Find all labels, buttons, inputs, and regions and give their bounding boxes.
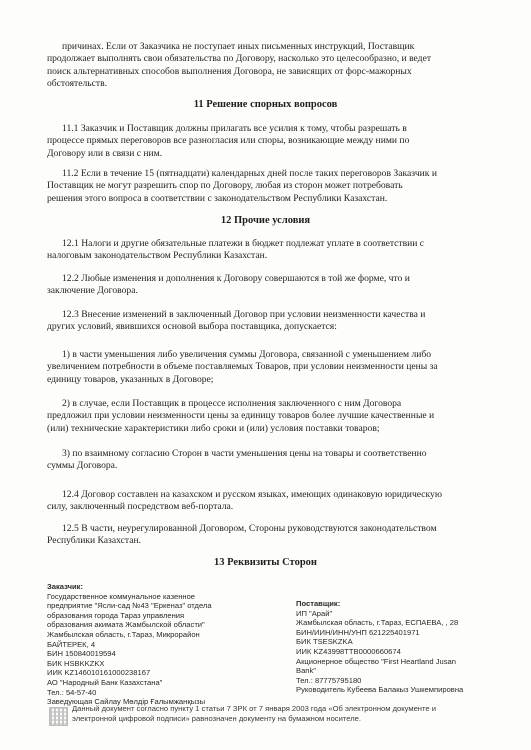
text-line: обстоятельств. xyxy=(47,78,108,90)
supplier-requisites xyxy=(296,599,521,695)
section-11-title: 11 Решение спорных вопросов xyxy=(193,99,338,110)
qr-code-icon xyxy=(49,707,68,726)
clause-12-2 xyxy=(47,273,487,298)
clause-12-3-item-2 xyxy=(47,398,487,435)
section-12-title: 12 Прочие условия xyxy=(220,215,311,226)
clause-11-2 xyxy=(47,168,487,205)
text-line: продолжает выполнять свои обязательства по Договору, насколько это целесообразно, и ведет xyxy=(47,53,432,65)
text-line: 12.1 Налоги и другие обязательные платежи в бюджет подлежат уплате в соответствии с xyxy=(62,238,425,249)
text-line: решения этого вопроса в соответствии с законодательством Республики Казахстан. xyxy=(47,192,388,204)
clause-12-1 xyxy=(47,238,487,263)
signatory-line: Заведующая Сайлау Мөлдір Ғалымжанқызы xyxy=(47,697,206,707)
customer-requisites xyxy=(47,582,287,707)
text-line: силу, заключенный посредством веб-портала. xyxy=(47,501,234,513)
text-line: 11.1 Заказчик и Поставщик должны прилагать все усилия к тому, чтобы разрешать в xyxy=(62,123,407,134)
customer-heading: Заказчик: xyxy=(47,582,83,591)
text-line: других условий, явившихся основой выбора поставщика, допускается: xyxy=(47,321,337,333)
text-line: 1) в части уменьшения либо увеличения суммы Договора, связанной с уменьшением либо xyxy=(62,349,432,360)
text-line: ИИК KZ43998TTB0000660674 xyxy=(296,646,401,656)
text-line: БИН 150840019594 xyxy=(47,649,116,659)
text-line: единицу товаров, указанных в Договоре; xyxy=(47,373,214,385)
text-line: электронной цифровой подписи» равнозначен документу на бумажном носителе. xyxy=(72,713,361,723)
text-line: 3) по взаимному согласию Сторон в части уменьшения цены на товары и соответственно xyxy=(62,448,427,459)
text-line: 12.3 Внесение изменений в заключенный Договор при условии неизменности качества и xyxy=(62,309,426,320)
clause-12-3 xyxy=(47,309,487,334)
intro-paragraph xyxy=(47,41,487,91)
clause-12-5 xyxy=(47,523,487,548)
text-line: Государственное коммунальное казенное xyxy=(47,591,196,601)
text-line: предложил при условии неизменности цены за единицу товаров более лучшие качественные и xyxy=(47,410,435,422)
text-line: БАЙТЕРЕК, 4 xyxy=(47,639,96,649)
clause-12-3-item-1 xyxy=(47,349,487,386)
text-line: предприятие "Ясли-сад №43 "Еркеназ" отдела xyxy=(47,601,212,611)
text-line: 12.4 Договор составлен на казахском и русском языках, имеющих одинаковую юридическую xyxy=(62,489,443,500)
text-line: заключение Договора. xyxy=(47,285,138,297)
text-line: БИН/ИИН/ИНН/УНП 621225401971 xyxy=(296,627,420,637)
text-line: Bank" xyxy=(296,666,317,676)
text-line: Жамбылская область, г.Тараз, Микрорайон xyxy=(47,629,200,639)
text-line: суммы Договора. xyxy=(47,460,118,472)
text-line: увеличением потребности в объеме поставляемых Товаров, при условии неизменности цены за xyxy=(47,361,438,373)
text-line: Тел.: 54-57-40 xyxy=(47,687,97,697)
text-line: Данный документ согласно пункту 1 статьи 7 ЗРК от 7 января 2003 года «Об электронном документе и xyxy=(72,704,436,713)
text-line: (или) технические характеристики либо сроки и (или) условия поставки товаров; xyxy=(47,422,380,434)
text-line: БИК TSESKZKA xyxy=(296,637,353,647)
section-13-title: 13 Реквизиты Сторон xyxy=(214,557,317,568)
text-line: образования акимата Жамбылской области" xyxy=(47,620,205,630)
text-line: причинах. Если от Заказчика не поступает иных письменных инструкций, Поставщик xyxy=(62,41,415,52)
text-line: 12.2 Любые изменения и дополнения к Договору совершаются в той же форме, что и xyxy=(62,273,410,284)
text-line: образования города Тараз управления xyxy=(47,610,185,620)
signatory-line: Руководитель Кубеева Балакыз Ушкемпировна xyxy=(296,685,464,695)
text-line: налоговым законодательством Республики Казахстан. xyxy=(47,250,268,262)
text-line: ИП "Арай" xyxy=(296,608,333,618)
text-line: Поставщик не могут разрешить спор по Договору, любая из сторон может потребовать xyxy=(47,180,403,192)
text-line: 2) в случае, если Поставщик в процессе исполнения заключенного с ним Договора xyxy=(62,398,402,409)
text-line: АО "Народный Банк Казахстана" xyxy=(47,677,163,687)
text-line: процессе прямых переговоров все разногласия или споры, возникающие между ними по xyxy=(47,135,410,147)
text-line: Акционерное общество "First Heartland Jusan xyxy=(296,656,456,666)
text-line: 12.5 В части, неурегулированной Договором, Стороны руководствуются законодательством xyxy=(62,523,437,534)
text-line: 11.2 Если в течение 15 (пятнадцати) календарных дней после таких переговоров Заказчик и xyxy=(62,168,437,179)
clause-11-1 xyxy=(47,123,487,160)
text-line: БИК HSBKKZKX xyxy=(47,658,105,668)
text-line: Тел.: 87775795180 xyxy=(296,675,362,685)
clause-12-4 xyxy=(47,489,487,514)
text-line: Жамбылская область, г.Тараз, ЕСПАЕВА, , 28 xyxy=(296,618,459,628)
e-document-footer xyxy=(72,704,512,724)
text-line: поиск альтернативных способов выполнения Договора, не зависящих от форс-мажорных xyxy=(47,65,412,77)
supplier-heading: Поставщик: xyxy=(296,599,341,608)
clause-12-3-item-3 xyxy=(47,448,487,473)
text-line: ИИК KZ146010161000238167 xyxy=(47,668,151,678)
text-line: Республики Казахстан. xyxy=(47,535,141,547)
text-line: Договору или в связи с ним. xyxy=(47,147,163,159)
